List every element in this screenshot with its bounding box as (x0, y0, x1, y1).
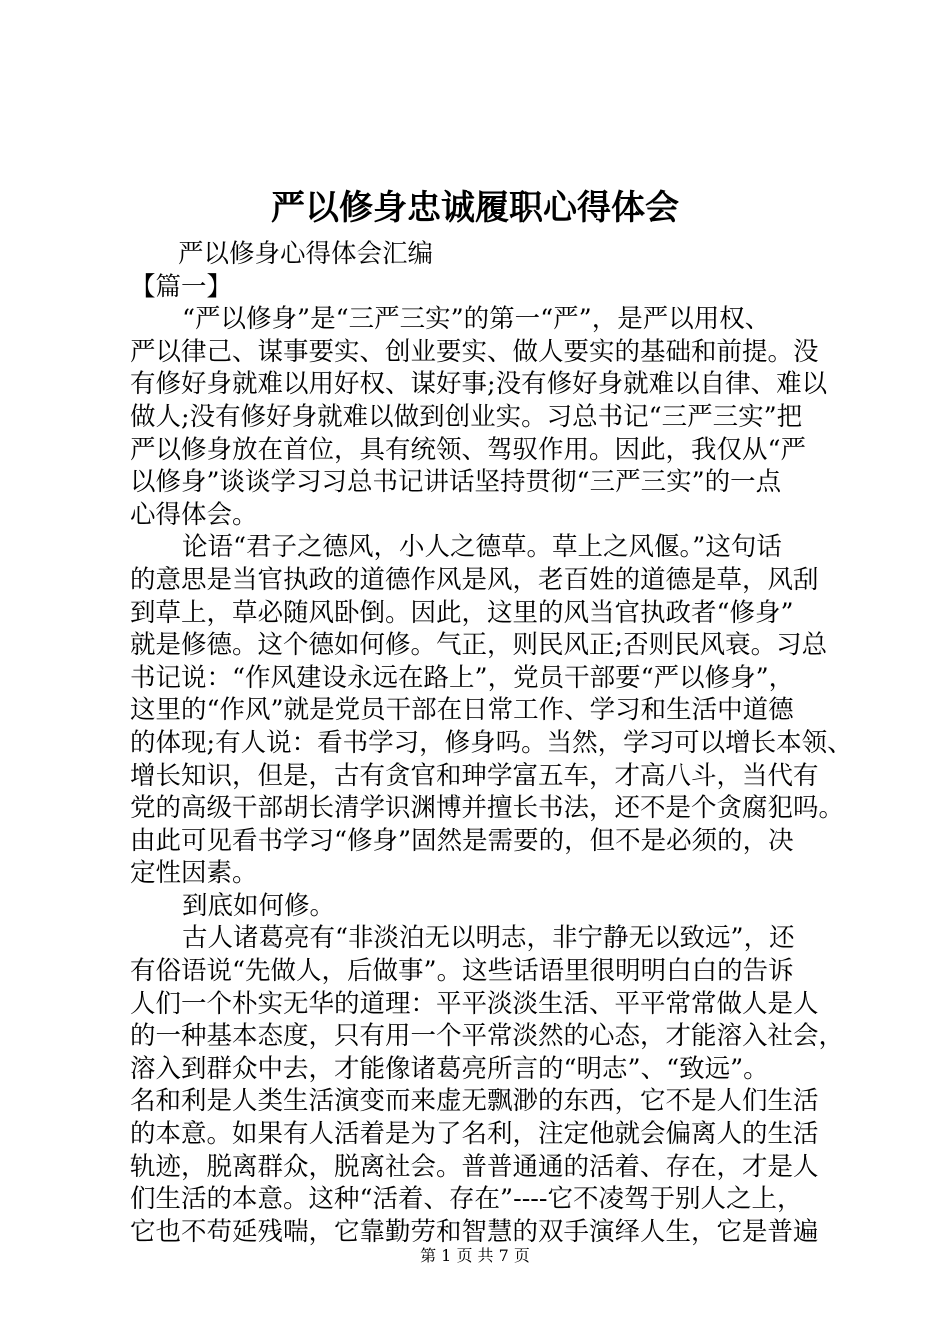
paragraph-line: 名和利是人类生活演变而来虚无飘渺的东西，它不是人们生活 (130, 1086, 819, 1117)
paragraph-line: 它也不苟延残喘，它靠勤劳和智慧的双手演绎人生，它是普遍 (130, 1216, 819, 1247)
paragraph-line: 人们一个朴实无华的道理：平平淡淡生活、平平常常做人是人 (130, 988, 819, 1019)
paragraph-line: 有俗语说“先做人，后做事”。这些话语里很明明白白的告诉 (130, 956, 794, 987)
paragraph-line: 增长知识，但是，古有贪官和珅学富五车，才高八斗，当代有 (130, 760, 819, 791)
paragraph-line: 有修好身就难以用好权、谋好事;没有修好身就难以自律、难以 (130, 369, 828, 400)
paragraph-line: 以修身”谈谈学习习总书记讲话坚持贯彻“三严三实”的一点 (130, 467, 782, 498)
paragraph-line: 溶入到群众中去，才能像诸葛亮所言的“明志”、“致远”。 (130, 1053, 769, 1084)
paragraph-line: 书记说：“作风建设永远在路上”，党员干部要“严以修身”， (130, 662, 795, 693)
paragraph-line: 做人;没有修好身就难以做到创业实。习总书记“三严三实”把 (130, 401, 803, 432)
paragraph-line: 到底如何修。 (182, 890, 336, 921)
paragraph-line: 严以律己、谋事要实、创业要实、做人要实的基础和前提。没 (130, 336, 819, 367)
paragraph-line: 的一种基本态度，只有用一个平常淡然的心态，才能溶入社会， (130, 1021, 845, 1052)
paragraph-line: 轨迹，脱离群众，脱离社会。普普通通的活着、存在，才是人 (130, 1151, 819, 1182)
paragraph-line: 定性因素。 (130, 858, 258, 889)
paragraph-line: 的本意。如果有人活着是为了名利，注定他就会偏离人的生活 (130, 1119, 819, 1150)
subtitle-line: 严以修身心得体会汇编 (178, 239, 434, 269)
paragraph-line: 论语“君子之德风，小人之德草。草上之风偃。”这句话 (182, 532, 782, 563)
paragraph-line: 古人诸葛亮有“非淡泊无以明志，非宁静无以致远”，还 (182, 923, 795, 954)
paragraph-line: 由此可见看书学习“修身”固然是需要的，但不是必须的，决 (130, 825, 794, 856)
document-title: 严以修身忠诚履职心得体会 (271, 188, 679, 228)
paragraph-line: 们生活的本意。这种“活着、存在”----它不凌驾于别人之上， (130, 1184, 803, 1215)
paragraph-line: 这里的“作风”就是党员干部在日常工作、学习和生活中道德 (130, 695, 794, 726)
paragraph-line: 党的高级干部胡长清学识渊博并擅长书法，还不是个贪腐犯吗。 (130, 793, 845, 824)
paragraph-line: 就是修德。这个德如何修。气正，则民风正;否则民风衰。习总 (130, 630, 828, 661)
paragraph-line: 到草上，草必随风卧倒。因此，这里的风当官执政者“修身” (130, 597, 794, 628)
paragraph-line: 严以修身放在首位，具有统领、驾驭作用。因此，我仅从“严 (130, 434, 807, 465)
page-number-footer: 第 1 页 共 7 页 (420, 1246, 530, 1265)
paragraph-line: 的意思是当官执政的道德作风是风，老百姓的道德是草，风刮 (130, 564, 819, 595)
document-body (130, 238, 853, 1248)
section-heading: 【篇一】 (130, 271, 233, 302)
paragraph-line: 的体现;有人说：看书学习，修身吗。当然，学习可以增长本领、 (130, 727, 853, 758)
paragraph-line: 心得体会。 (130, 499, 258, 530)
paragraph-line: “严以修身”是“三严三实”的第一“严”，是严以用权、 (182, 304, 771, 335)
